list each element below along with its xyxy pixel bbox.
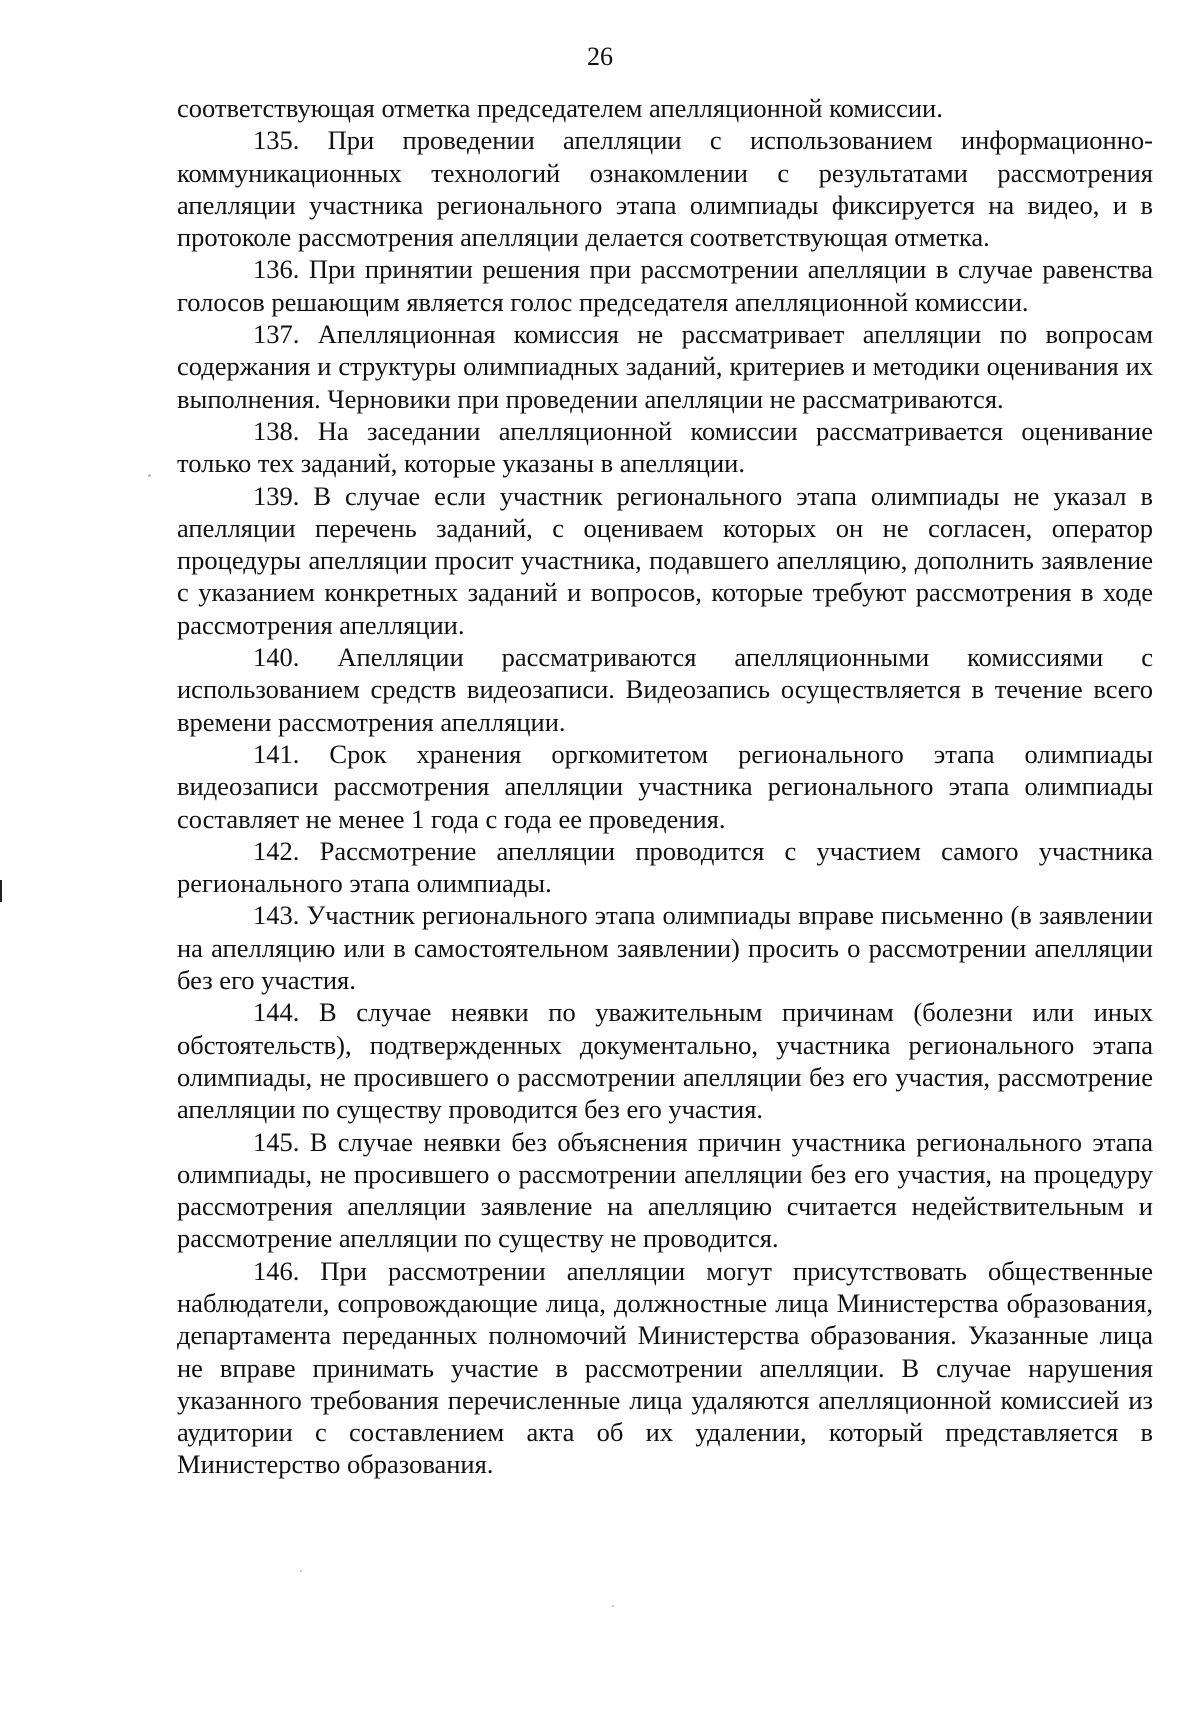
page-number: 26 bbox=[587, 42, 613, 71]
document-body bbox=[177, 92, 1153, 1481]
paragraph-136: 136. При принятии решения при рассмотрении апелляции в случае равенства голосов решающим является голос председателя апелляционной комиссии. bbox=[177, 254, 1153, 317]
paragraph-141: 141. Срок хранения оргкомитетом регионального этапа олимпиады видеозаписи рассмотрения апелляции участника регионального этапа олимпиады составляет не менее 1 года с года ее проведения. bbox=[177, 738, 1153, 834]
paragraph-135: 135. При проведении апелляции с использованием информационно-коммуникационных технологий ознакомлении с результатами рассмотрения апелляции участника регионального этапа олимпиады фиксируется на видео, и в протоколе рассмотрения апелляции делается соответствующая отметка. bbox=[177, 125, 1153, 253]
scan-edge-mark bbox=[0, 880, 2, 902]
paragraph-137: 137. Апелляционная комиссия не рассматривает апелляции по вопросам содержания и структуры олимпиадных заданий, критериев и методики оценивания их выполнения. Черновики при проведении апелляции не рассматриваются. bbox=[177, 319, 1153, 414]
paragraph-142: 142. Рассмотрение апелляции проводится с участием самого участника регионального этапа олимпиады. bbox=[177, 835, 1153, 899]
scan-dust-speck bbox=[300, 1570, 302, 1572]
paragraph-144: 144. В случае неявки по уважительным причинам (болезни или иных обстоятельств), подтвержденных документально, участника регионального этапа олимпиады, не просившего о рассмотрении апелляции без его участия, рассмотрение апелляции по существу проводится без его участия. bbox=[177, 997, 1153, 1125]
scan-dust-speck bbox=[612, 1605, 614, 1607]
paragraph-138: 138. На заседании апелляционной комиссии рассматривается оценивание только тех заданий, которые указаны в апелляции. bbox=[177, 415, 1153, 479]
paragraph-139: 139. В случае если участник регионального этапа олимпиады не указал в апелляции перечень заданий, с оцениваем которых он не согласен, оператор процедуры апелляции просит участника, подавшего апелляцию, дополнить заявление с указанием конкретных заданий и вопросов, которые требуют рассмотрения в ходе рассмотрения апелляции. bbox=[177, 480, 1153, 640]
paragraph-143: 143. Участник регионального этапа олимпиады вправе письменно (в заявлении на апелляцию или в самостоятельном заявлении) просить о рассмотрении апелляции без его участия. bbox=[177, 900, 1153, 996]
paragraph-140: 140. Апелляции рассматриваются апелляционными комиссиями с использованием средств видеозаписи. Видеозапись осуществляется в течение всего времени рассмотрения апелляции. bbox=[177, 642, 1153, 737]
paragraph-continuation: соответствующая отметка председателем апелляционной комиссии. bbox=[177, 93, 943, 123]
scan-dust-speck bbox=[148, 474, 151, 477]
paragraph-145: 145. В случае неявки без объяснения причин участника регионального этапа олимпиады, не просившего о рассмотрении апелляции без его участия, на процедуру рассмотрения апелляции заявление на апелляцию считается недействительным и рассмотрение апелляции по существу не проводится. bbox=[177, 1126, 1153, 1254]
paragraph-146: 146. При рассмотрении апелляции могут присутствовать общественные наблюдатели, сопровождающие лица, должностные лица Министерства образования, департамента переданных полномочий Министерства образования. Указанные лица не вправе принимать участие в рассмотрении апелляции. В случае нарушения указанного требования перечисленные лица удаляются апелляционной комиссией из аудитории с составлением акта об их удалении, который представляется в Министерство образования. bbox=[177, 1255, 1153, 1480]
